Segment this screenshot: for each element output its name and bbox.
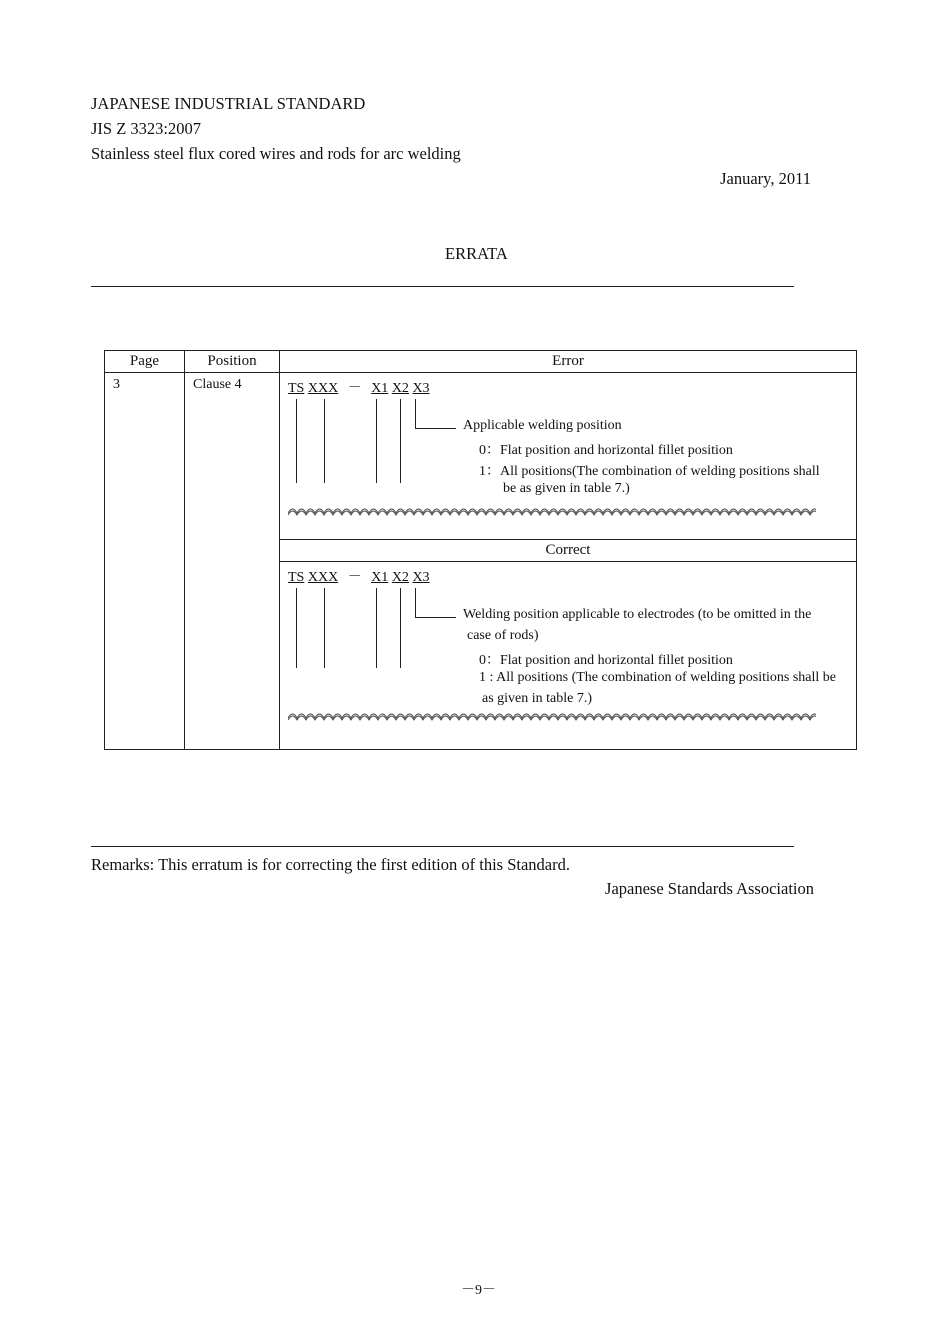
publisher: Japanese Standards Association [605, 879, 814, 898]
error-text-3: 1：All positions(The combination of welding positions shall [479, 464, 820, 479]
remarks-divider [91, 846, 794, 847]
error-line-x3 [415, 399, 416, 428]
error-cell [280, 373, 857, 540]
error-omission-wave [288, 503, 816, 517]
error-line-ts [296, 399, 297, 483]
error-code: TS XXX － X1 X2 X3 [288, 381, 430, 396]
correct-text-3: 0：Flat position and horizontal fillet position [479, 653, 733, 668]
remarks: Remarks: This erratum is for correcting the first edition of this Standard. [91, 855, 570, 874]
col-header-correct: Correct [280, 540, 857, 562]
correct-line-x2 [400, 588, 401, 668]
correct-code: TS XXX － X1 X2 X3 [288, 570, 430, 585]
errata-date: January, 2011 [720, 169, 811, 188]
col-header-page: Page [105, 351, 185, 373]
page-cell: 3 [105, 373, 185, 750]
page-title: ERRATA [445, 244, 508, 263]
error-line-x2 [400, 399, 401, 483]
page-number: －9－ [461, 1283, 496, 1298]
standard-title: Stainless steel flux cored wires and rods for arc welding [91, 144, 461, 163]
error-text-1: Applicable welding position [463, 418, 622, 433]
correct-line-x3 [415, 588, 416, 617]
title-divider [91, 286, 794, 287]
standard-org: JAPANESE INDUSTRIAL STANDARD [91, 94, 366, 113]
correct-omission-wave [288, 708, 816, 722]
correct-text-4: 1 : All positions (The combination of welding positions shall be [479, 670, 836, 685]
errata-table [104, 350, 857, 750]
standard-number: JIS Z 3323:2007 [91, 119, 202, 138]
correct-text-5: as given in table 7.) [482, 691, 593, 706]
position-cell: Clause 4 [185, 373, 280, 750]
correct-leader [415, 617, 456, 618]
col-header-error: Error [280, 351, 857, 373]
correct-cell [280, 562, 857, 750]
error-line-x1 [376, 399, 377, 483]
correct-line-xxx [324, 588, 325, 668]
col-header-position: Position [185, 351, 280, 373]
error-leader [415, 428, 456, 429]
correct-line-ts [296, 588, 297, 668]
error-text-4: be as given in table 7.) [503, 481, 630, 496]
error-line-xxx [324, 399, 325, 483]
correct-text-1: Welding position applicable to electrodes (to be omitted in the [463, 607, 812, 622]
correct-text-2: case of rods) [467, 628, 539, 643]
error-text-2: 0：Flat position and horizontal fillet position [479, 443, 733, 458]
correct-line-x1 [376, 588, 377, 668]
